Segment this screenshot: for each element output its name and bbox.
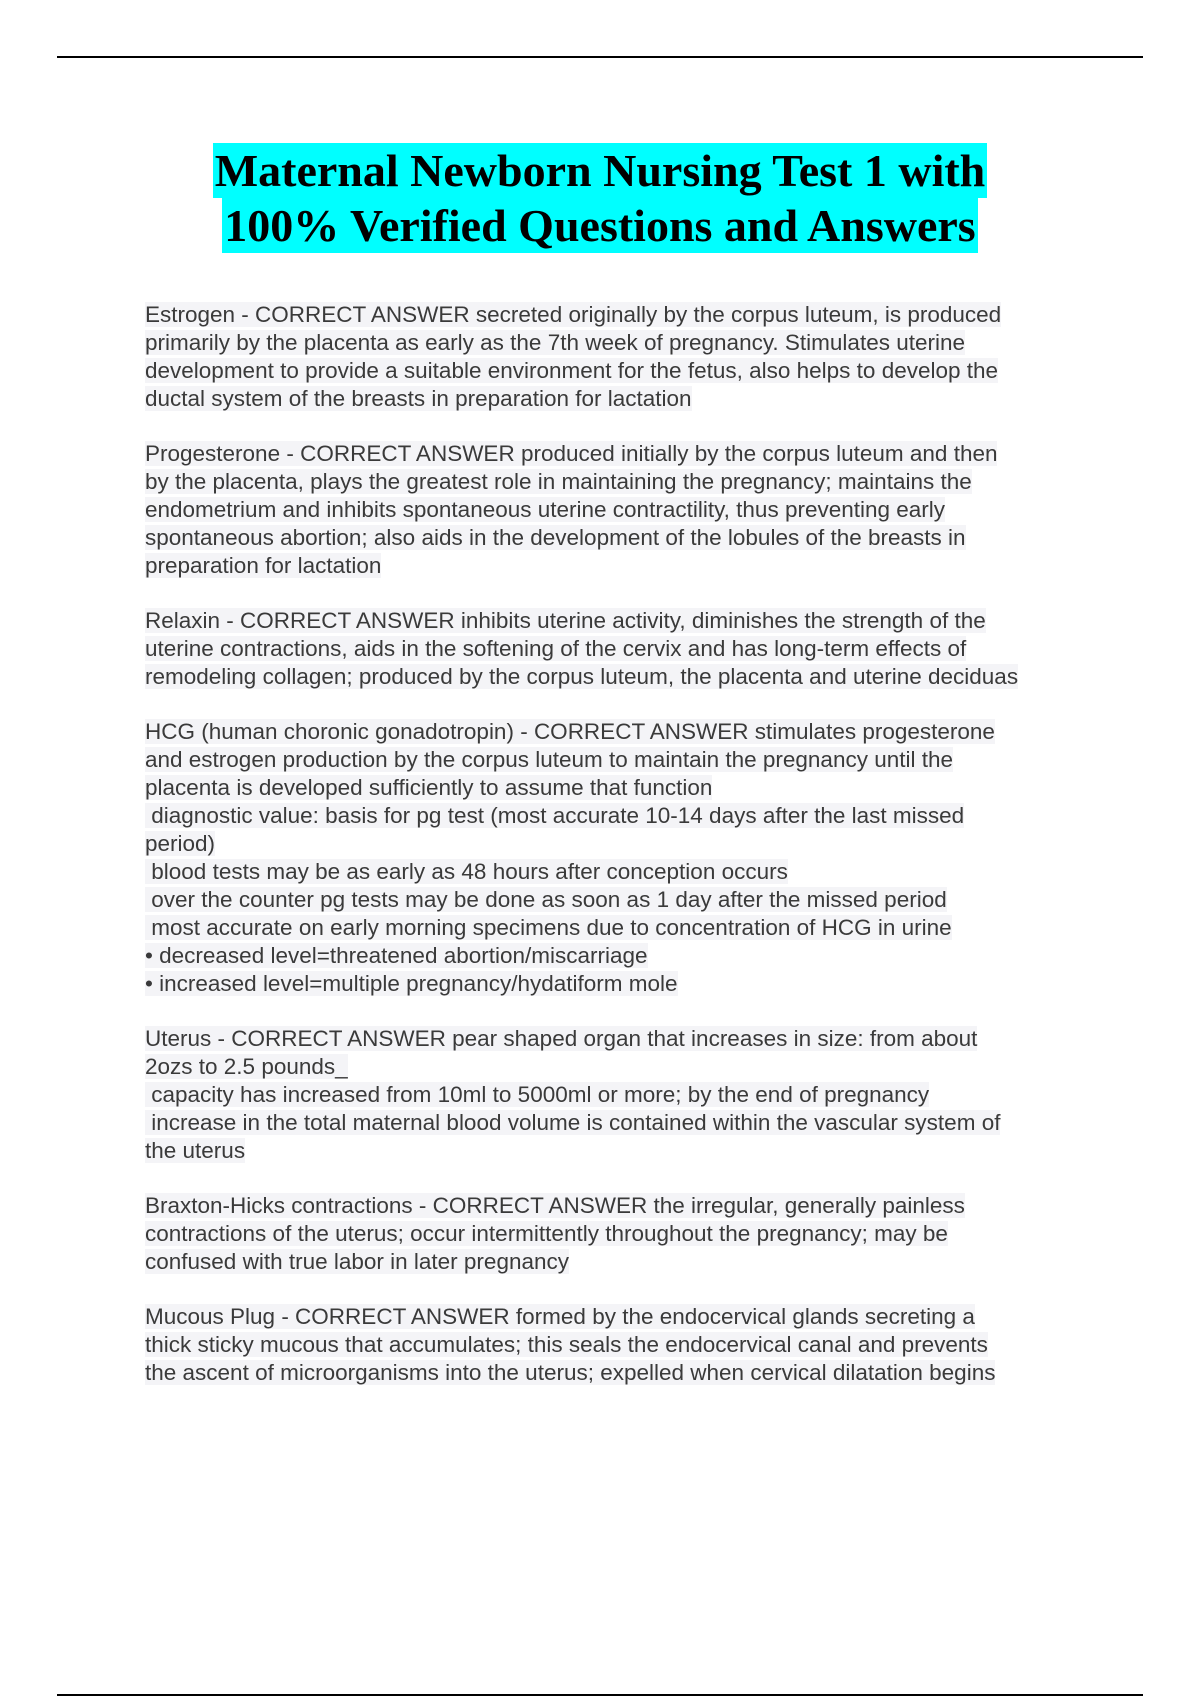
entry-line-text: increase in the total maternal blood volume is contained within the vascular system of xyxy=(145,1110,1001,1135)
entry-line-text: • increased level=multiple pregnancy/hydatiform mole xyxy=(145,971,678,996)
entry-line xyxy=(145,746,1095,774)
entry-line xyxy=(145,663,1095,691)
entry-line-text: the uterus xyxy=(145,1138,246,1163)
entry-line xyxy=(145,552,1095,580)
entry-line-text: diagnostic value: basis for pg test (most accurate 10-14 days after the last missed xyxy=(145,803,965,828)
entry-line-text: primarily by the placenta as early as the 7th week of pregnancy. Stimulates uterine xyxy=(145,330,966,355)
entry-line-text: Progesterone - CORRECT ANSWER produced initially by the corpus luteum and then xyxy=(145,441,998,466)
entry-line xyxy=(145,774,1095,802)
entry-line xyxy=(145,886,1095,914)
entry-line-text: remodeling collagen; produced by the corpus luteum, the placenta and uterine deciduas xyxy=(145,664,1019,689)
entry-line-text: blood tests may be as early as 48 hours after conception occurs xyxy=(145,859,788,884)
entry-line xyxy=(145,385,1095,413)
entry-line-text: by the placenta, plays the greatest role in maintaining the pregnancy; maintains the xyxy=(145,469,972,494)
entry-line xyxy=(145,1137,1095,1165)
title-line-1: Maternal Newborn Nursing Test 1 with xyxy=(214,145,986,196)
entry-line-text: contractions of the uterus; occur intermittently throughout the pregnancy; may be xyxy=(145,1221,948,1246)
entry-line-text: Mucous Plug - CORRECT ANSWER formed by the endocervical glands secreting a xyxy=(145,1304,975,1329)
bottom-rule xyxy=(57,1694,1143,1696)
document-title xyxy=(0,143,1200,253)
entry-line-text: preparation for lactation xyxy=(145,553,382,578)
entry-line xyxy=(145,1331,1095,1359)
entry-line xyxy=(145,301,1095,329)
entry-line-text: • decreased level=threatened abortion/miscarriage xyxy=(145,943,648,968)
entry-line xyxy=(145,524,1095,552)
entry-line xyxy=(145,1109,1095,1137)
entry-line-text: and estrogen production by the corpus luteum to maintain the pregnancy until the xyxy=(145,747,954,772)
entry-line xyxy=(145,468,1095,496)
entry-line-text: spontaneous abortion; also aids in the development of the lobules of the breasts in xyxy=(145,525,966,550)
entry-line-text: thick sticky mucous that accumulates; this seals the endocervical canal and prevents xyxy=(145,1332,988,1357)
entry-line xyxy=(145,357,1095,385)
entry-line-text: uterine contractions, aids in the softening of the cervix and has long-term effects of xyxy=(145,636,967,661)
entry-line xyxy=(145,1025,1095,1053)
entry-line-text: capacity has increased from 10ml to 5000ml or more; by the end of pregnancy xyxy=(145,1082,930,1107)
entry-line-text: Estrogen - CORRECT ANSWER secreted originally by the corpus luteum, is produced xyxy=(145,302,1002,327)
entry-line xyxy=(145,496,1095,524)
entry-line xyxy=(145,718,1095,746)
entry-line xyxy=(145,858,1095,886)
entry-line xyxy=(145,830,1095,858)
entry-line xyxy=(145,942,1095,970)
top-rule xyxy=(57,56,1143,58)
entry-line-text: endometrium and inhibits spontaneous uterine contractility, thus preventing early xyxy=(145,497,946,522)
entry-line-text: the ascent of microorganisms into the uterus; expelled when cervical dilatation begins xyxy=(145,1360,996,1385)
entry-line xyxy=(145,1220,1095,1248)
entry-line xyxy=(145,914,1095,942)
entry-line xyxy=(145,607,1095,635)
qa-entry xyxy=(145,440,1095,580)
entry-line-text: development to provide a suitable environment for the fetus, also helps to develop the xyxy=(145,358,999,383)
document-title-text xyxy=(213,143,988,253)
entry-line xyxy=(145,1081,1095,1109)
entry-line xyxy=(145,329,1095,357)
entry-line xyxy=(145,1359,1095,1387)
entry-line-text: 2ozs to 2.5 pounds_ xyxy=(145,1054,348,1079)
qa-entry xyxy=(145,1192,1095,1276)
entry-line xyxy=(145,1053,1095,1081)
entry-line-text: placenta is developed sufficiently to assume that function xyxy=(145,775,713,800)
entry-line-text: HCG (human choronic gonadotropin) - CORRECT ANSWER stimulates progesterone xyxy=(145,719,995,744)
qa-entries xyxy=(145,301,1095,1414)
entry-line-text: over the counter pg tests may be done as soon as 1 day after the missed period xyxy=(145,887,947,912)
entry-line-text: Relaxin - CORRECT ANSWER inhibits uterine activity, diminishes the strength of the xyxy=(145,608,986,633)
entry-line xyxy=(145,970,1095,998)
entry-line-text: ductal system of the breasts in preparation for lactation xyxy=(145,386,692,411)
entry-line-text: most accurate on early morning specimens due to concentration of HCG in urine xyxy=(145,915,952,940)
entry-line xyxy=(145,1248,1095,1276)
entry-line xyxy=(145,1192,1095,1220)
entry-line-text: Uterus - CORRECT ANSWER pear shaped organ that increases in size: from about xyxy=(145,1026,978,1051)
entry-line xyxy=(145,1303,1095,1331)
qa-entry xyxy=(145,718,1095,998)
entry-line xyxy=(145,802,1095,830)
qa-entry xyxy=(145,1303,1095,1387)
entry-line-text: confused with true labor in later pregnancy xyxy=(145,1249,569,1274)
entry-line-text: period) xyxy=(145,831,216,856)
entry-line xyxy=(145,440,1095,468)
entry-line-text: Braxton-Hicks contractions - CORRECT ANSWER the irregular, generally painless xyxy=(145,1193,965,1218)
qa-entry xyxy=(145,607,1095,691)
title-line-2: 100% Verified Questions and Answers xyxy=(224,200,976,251)
entry-line xyxy=(145,635,1095,663)
qa-entry xyxy=(145,1025,1095,1165)
qa-entry xyxy=(145,301,1095,413)
